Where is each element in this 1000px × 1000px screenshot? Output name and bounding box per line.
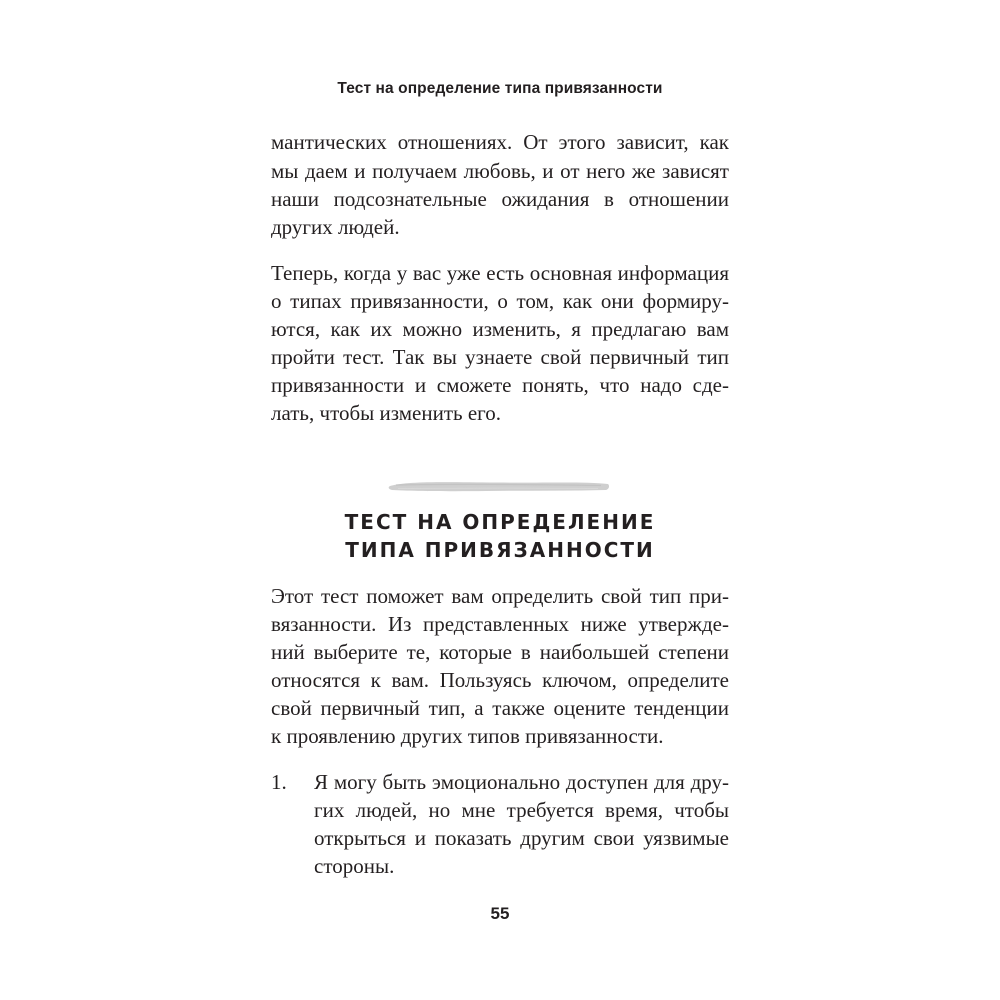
- text-line: стороны.: [314, 854, 395, 878]
- text-line: пройти тест. Так вы узнаете свой первичный тип: [271, 345, 729, 369]
- text-line: вязанности. Из представленных ниже утвержде-: [271, 612, 729, 636]
- text-line: Я могу быть эмоционально доступен для дру-: [314, 770, 729, 794]
- text-line: ний выберите те, которые в наибольшей степени: [271, 640, 729, 664]
- text-line: Теперь, когда у вас уже есть основная информация: [271, 261, 729, 285]
- section-heading-line-2: ТИПА ПРИВЯЗАННОСТИ: [345, 538, 655, 562]
- text-line: свой первичный тип, а также оцените тенденции: [271, 696, 729, 720]
- running-head: Тест на определение типа привязанности: [337, 80, 663, 97]
- section-heading-line-1: ТЕСТ НА ОПРЕДЕЛЕНИЕ: [344, 510, 656, 534]
- text-line: Этот тест поможет вам определить свой тип при-: [271, 584, 729, 608]
- text-line: гих людей, но мне требуется время, чтобы: [314, 798, 729, 822]
- brush-stroke-divider: [386, 478, 612, 494]
- text-line: относятся к вам. Пользуясь ключом, определите: [271, 668, 729, 692]
- text-line: мы даем и получаем любовь, и от него же зависят: [271, 159, 729, 183]
- list-item-number: 1.: [271, 770, 287, 794]
- text-line: привязанности и сможете понять, что надо сде-: [271, 373, 729, 397]
- text-line: к проявлению других типов привязанности.: [271, 724, 664, 748]
- text-line: о типах привязанности, о том, как они формиру-: [271, 289, 729, 313]
- text-line: лать, чтобы изменить его.: [271, 401, 502, 425]
- text-line: других людей.: [271, 215, 400, 239]
- page-number: 55: [490, 904, 510, 923]
- text-line: наши подсознательные ожидания в отношении: [271, 187, 729, 211]
- text-line: мантических отношениях. От этого зависит, как: [271, 130, 729, 154]
- text-line: открыться и показать другим свои уязвимые: [314, 826, 729, 850]
- text-line: ются, как их можно изменить, я предлагаю вам: [271, 317, 729, 341]
